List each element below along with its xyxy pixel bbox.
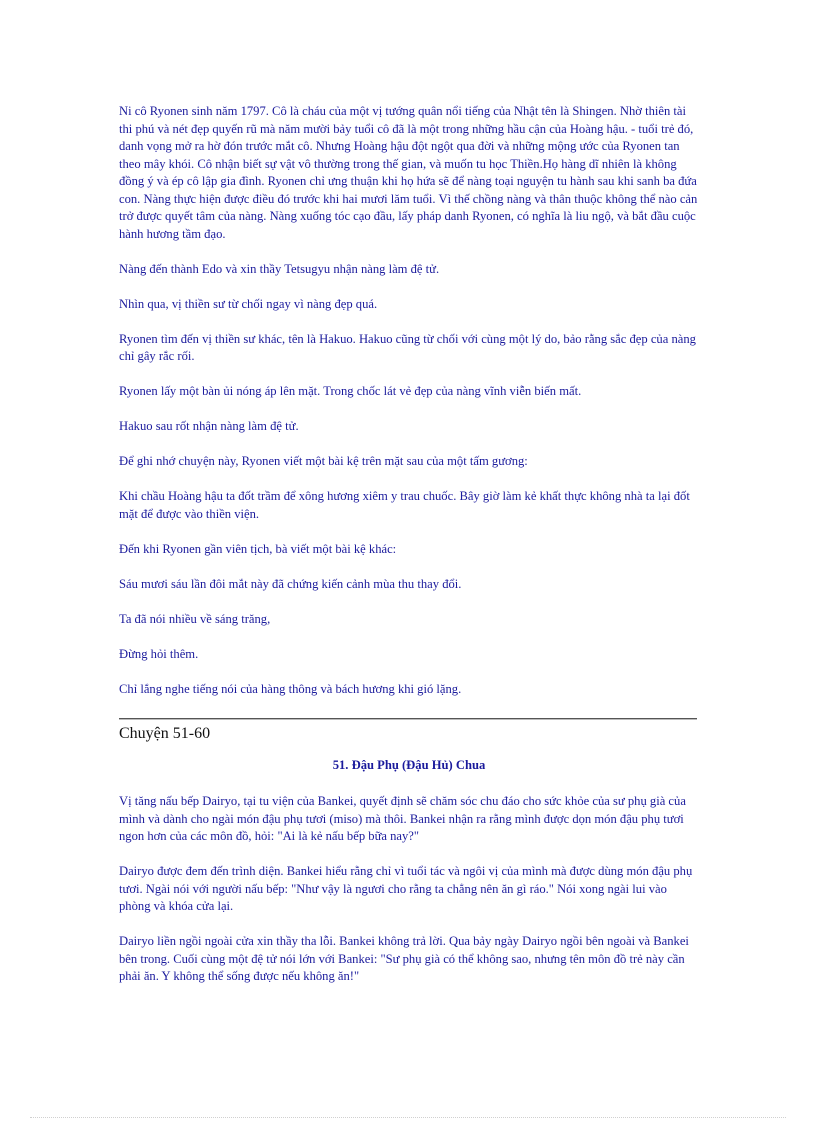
paragraph: Nhìn qua, vị thiền sư từ chối ngay vì nàng đẹp quá.	[119, 296, 378, 311]
poem-line: Chỉ lắng nghe tiếng nói của hàng thông và bách hương khi gió lặng.	[119, 681, 462, 696]
paragraph: Để ghi nhớ chuyện này, Ryonen viết một bài kệ trên mặt sau của một tấm gương:	[119, 454, 528, 468]
paragraph: Ryonen lấy một bàn ủi nóng áp lên mặt. Trong chốc lát vẻ đẹp của nàng vĩnh viễn biến mất.	[119, 384, 582, 398]
paragraph: Vị tăng nấu bếp Dairyo, tại tu viện của Bankei, quyết định sẽ chăm sóc chu đáo cho sức khỏe của sư phụ già của mình và dành cho ngài món đậu phụ tươi (miso) mà thôi. Bankei nhận ra rằng mình được dọn món đậu phụ tươi ngon hơn của các môn đồ, hỏi: "Ai là kẻ nấu bếp bữa nay?"	[119, 794, 686, 843]
poem-line: Sáu mươi sáu lần đôi mắt này đã chứng kiến cảnh mùa thu thay đổi.	[119, 576, 462, 591]
section-title: Chuyện 51-60	[119, 725, 211, 742]
poem-line: Đừng hỏi thêm.	[119, 646, 199, 661]
paragraph: Dairyo được đem đến trình diện. Bankei hiểu rằng chỉ vì tuổi tác và ngôi vị của mình mà được dùng món đậu phụ tươi. Ngài nói với người nấu bếp: "Như vậy là ngươi cho rằng ta chẳng nên ăn gì ráo." Nói xong ngài lui vào phòng và khóa cửa lại.	[119, 864, 693, 913]
paragraph: Dairyo liền ngồi ngoài cửa xin thầy tha lỗi. Bankei không trả lời. Qua bảy ngày Dairyo ngồi bên ngoài và Bankei bên trong. Cuối cùng một đệ tử nói lớn với Bankei: "Sư phụ già có thể không sao, nhưng tên môn đồ trẻ này cần phải ăn. Y không thể sống được nếu không ăn!"	[119, 934, 689, 983]
paragraph: Ryonen tìm đến vị thiền sư khác, tên là Hakuo. Hakuo cũng từ chối với cùng một lý do, bảo rằng sắc đẹp của nàng chỉ gây rắc rối.	[119, 331, 696, 363]
page-bottom-border	[30, 1117, 786, 1118]
section-divider	[119, 718, 697, 720]
paragraph: Hakuo sau rốt nhận nàng làm đệ tử.	[119, 419, 299, 433]
paragraph: Khi chầu Hoàng hậu ta đốt trầm để xông hương xiêm y trau chuốc. Bây giờ làm kẻ khất thực không nhà ta lại đốt mặt để được vào thiền viện.	[119, 489, 690, 521]
page-content	[119, 103, 699, 1003]
story-title: 51. Đậu Phụ (Đậu Hủ) Chua	[332, 758, 486, 772]
paragraph: Ni cô Ryonen sinh năm 1797. Cô là cháu của một vị tướng quân nổi tiếng của Nhật tên là Shingen. Nhờ thiên tài thi phú và nét đẹp quyến rũ mà năm mười bảy tuổi cô đã là một trong những hầu cận của Hoàng hậu. - tuổi trẻ đó, danh vọng mở ra hờ đón trước mắt cô. Nhưng Hoàng hậu đột ngột qua đời và những mộng ước của Ryonen tan theo mây khói. Cô nhận biết sự vật vô thường trong thế gian, và muốn tu học Thiền.Họ hàng dĩ nhiên là không đồng ý và ép cô lập gia đình. Ryonen chỉ ưng thuận khi họ hứa sẽ để nàng toại nguyện tu hành sau khi sanh ba đứa con. Nàng thực hiện được điều đó trước khi hai mươi lăm tuổi. Vì thế chồng nàng và thân thuộc không thể nào cản trở được quyết tâm của nàng. Nàng xuống tóc cạo đầu, lấy pháp danh Ryonen, có nghĩa là liu ngộ, và bắt đầu cuộc hành hương tầm đạo.	[119, 104, 698, 241]
poem-line: Ta đã nói nhiều về sáng trăng,	[119, 611, 271, 626]
paragraph: Đến khi Ryonen gần viên tịch, bà viết một bài kệ khác:	[119, 541, 397, 556]
paragraph: Nàng đến thành Edo và xin thầy Tetsugyu nhận nàng làm đệ tử.	[119, 261, 440, 276]
